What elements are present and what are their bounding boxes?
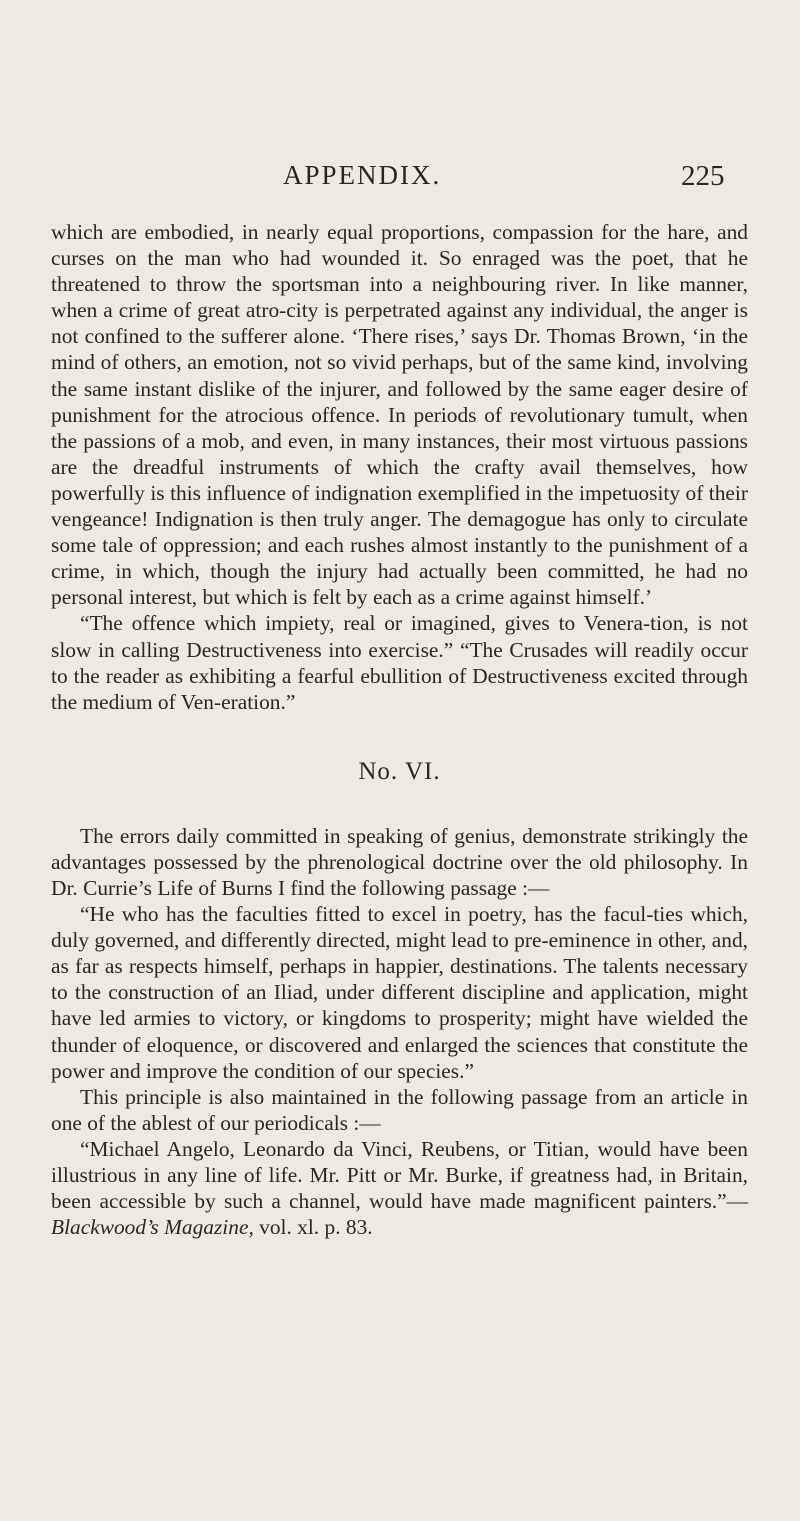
quotation: “He who has the faculties fitted to excel in poetry, has the facul-ties which, duly governed, and differently directed, might lead to pre-eminence in other, and, as far as respects himself, perhaps in happier, destinations. The talents necessary to the construction of an Iliad, under different discipline and application, might have led armies to victory, or kingdoms to prosperity; might have wielded the thunder of eloquence, or discovered and enlarged the sciences that constitute the power and improve the condition of our species.” [51, 902, 748, 1083]
running-title: APPENDIX. [283, 160, 442, 190]
quotation [51, 1136, 748, 1240]
source-title: Blackwood’s Magazine, [51, 1215, 254, 1240]
page-header [0, 160, 800, 200]
body-text [51, 219, 748, 1240]
section-title: No. VI. [358, 757, 441, 785]
source-reference: vol. xl. p. 83. [253, 1215, 373, 1240]
paragraph: This principle is also maintained in the following passage from an article in one of the ablest of our periodicals :— [51, 1084, 748, 1135]
paragraph: which are embodied, in nearly equal proportions, compassion for the hare, and curses on the man who had wounded it. So enraged was the poet, that he threatened to throw the sportsman into a neighbouring river. In like manner, when a crime of great atro-city is perpetrated against any individual, the anger is not confined to the sufferer alone. ‘There rises,’ says Dr. Thomas Brown, ‘in the mind of others, an emotion, not so vivid perhaps, but of the same kind, involving the same instant dislike of the injurer, and followed by the same eager desire of punishment for the atrocious offence. In periods of revolutionary tumult, when the passions of a mob, and even, in many instances, their most virtuous passions are the dreadful instruments of which the crafty avail themselves, how powerfully is this influence of indignation exemplified in the impetuosity of their vengeance! Indignation is then truly anger. The demagogue has only to circulate some tale of oppression; and each rushes almost instantly to the punishment of a crime, in which, though the injury had actually been committed, he had no personal interest, but which is felt by each as a crime against himself.’ [51, 220, 748, 610]
quotation-text: “Michael Angelo, Leonardo da Vinci, Reubens, or Titian, would have been illustrious in any line of life. Mr. Pitt or Mr. Burke, if greatness had, in Britain, been accessible by such a channel, would have made magnificent painters.”— [51, 1136, 748, 1214]
paragraph: The errors daily committed in speaking of genius, demonstrate strikingly the advantages possessed by the phrenological doctrine over the old philosophy. In Dr. Currie’s Life of Burns I find the following passage :— [51, 823, 748, 900]
page-number: 225 [681, 160, 725, 192]
paragraph: “The offence which impiety, real or imagined, gives to Venera-tion, is not slow in calling Destructiveness into exercise.” “The Crusades will readily occur to the reader as exhibiting a fearful ebullition of Destructiveness excited through the medium of Ven-eration.” [51, 611, 748, 714]
